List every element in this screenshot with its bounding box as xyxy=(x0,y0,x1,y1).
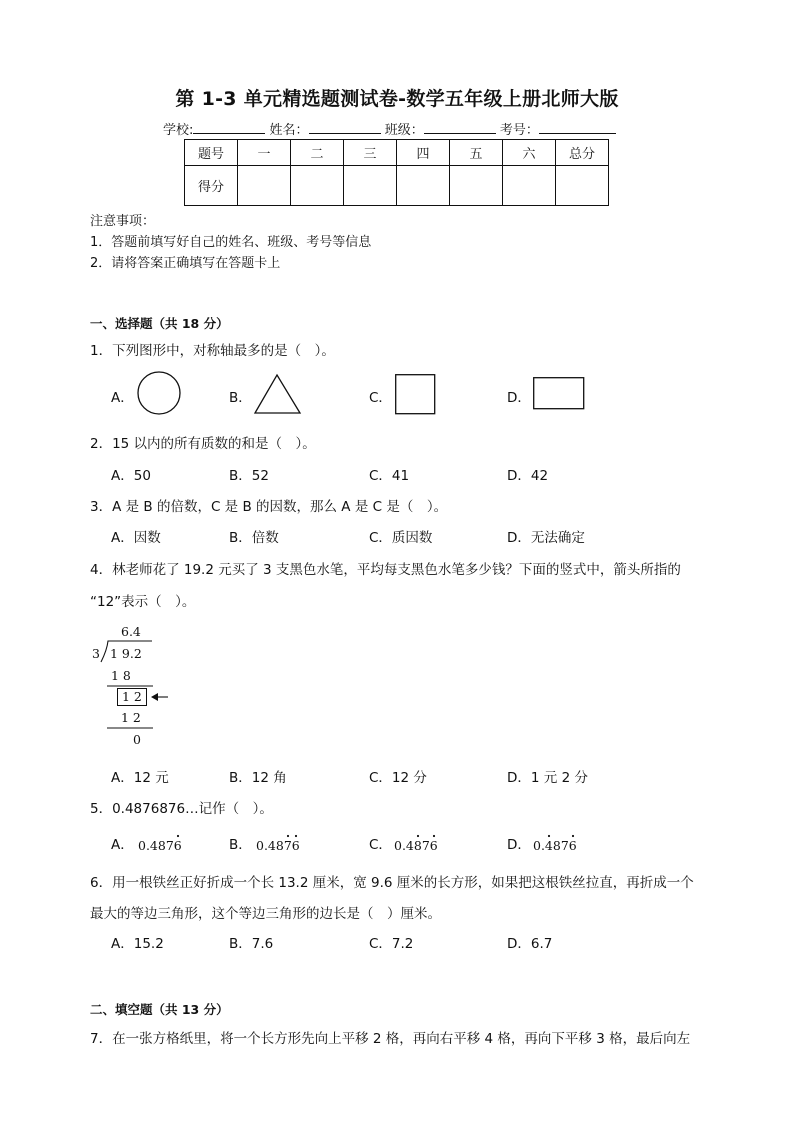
question-5: 5．0.4876876…记作（ ）。 xyxy=(90,801,273,817)
circle-icon xyxy=(137,372,183,416)
division-line xyxy=(107,727,155,731)
school-field[interactable] xyxy=(193,121,265,134)
score-header-cell: 二 xyxy=(291,140,344,166)
score-header-cell: 一 xyxy=(238,140,291,166)
name-label: 姓名： xyxy=(269,123,309,138)
page-title: 第 1-3 单元精选题测试卷-数学五年级上册北师大版 xyxy=(175,88,619,110)
exam-no-field[interactable] xyxy=(539,121,616,134)
option-b[interactable]: B． xyxy=(229,390,252,406)
division-step: 1 8 xyxy=(111,668,131,683)
score-header-cell: 总分 xyxy=(556,140,609,166)
option-d[interactable]: D．1 元 2 分 xyxy=(507,770,588,786)
option-a[interactable]: A．15.2 xyxy=(111,936,164,952)
section-heading: 一、选择题（共 18 分） xyxy=(90,316,229,331)
score-table xyxy=(184,139,609,206)
option-c[interactable]: C． xyxy=(369,390,392,406)
repeat-dots xyxy=(256,833,302,839)
name-field[interactable] xyxy=(309,121,381,134)
school-label: 学校: xyxy=(163,123,194,138)
repeating-decimal-c: 0.4876 xyxy=(394,838,438,853)
option-d[interactable]: D． xyxy=(507,390,531,406)
option-d[interactable]: D． xyxy=(507,837,531,853)
repeating-decimal-b: 0.4876 xyxy=(256,838,300,853)
option-a[interactable]: A． xyxy=(111,837,134,853)
option-b[interactable]: B．7.6 xyxy=(229,936,274,952)
question-6-line1: 6．用一根铁丝正好折成一个长 13.2 厘米，宽 9.6 厘米的长方形，如果把这根铁丝拉直，再折成一个 xyxy=(90,875,694,891)
question-4-line1: 4．林老师花了 19.2 元买了 3 支黑色水笔，平均每支黑色水笔多少钱？下面的竖式中，箭头所指的 xyxy=(90,562,681,578)
division-quotient: 6.4 xyxy=(121,624,141,639)
option-c[interactable]: C．7.2 xyxy=(369,936,414,952)
section-heading: 二、填空题（共 13 分） xyxy=(90,1002,229,1017)
option-d[interactable]: D．无法确定 xyxy=(507,530,585,546)
score-cell[interactable] xyxy=(503,166,556,206)
division-step: 1 2 xyxy=(121,710,141,725)
option-a[interactable]: A．12 元 xyxy=(111,770,169,786)
note-item: 2．请将答案正确填写在答题卡上 xyxy=(90,256,281,271)
question-7: 7．在一张方格纸里，将一个长方形先向上平移 2 格，再向右平移 4 格，再向下平移 3 格，最后向左 xyxy=(90,1031,691,1047)
score-cell[interactable] xyxy=(344,166,397,206)
option-b[interactable]: B．倍数 xyxy=(229,530,279,546)
square-icon xyxy=(395,374,437,416)
score-header-cell: 四 xyxy=(397,140,450,166)
division-highlight-box: 1 2 xyxy=(117,688,147,706)
question-3: 3．A 是 B 的倍数，C 是 B 的因数，那么 A 是 C 是（ ）。 xyxy=(90,499,448,515)
class-field[interactable] xyxy=(424,121,496,134)
triangle-icon xyxy=(254,374,302,416)
repeat-dots xyxy=(138,833,184,839)
division-divisor: 3 xyxy=(92,646,100,661)
student-info-line xyxy=(163,119,616,138)
option-a[interactable]: A． xyxy=(111,390,134,406)
option-b[interactable]: B．12 角 xyxy=(229,770,287,786)
score-row-label: 得分 xyxy=(185,166,238,206)
score-header-cell: 五 xyxy=(450,140,503,166)
division-remainder: 0 xyxy=(133,732,141,747)
option-c[interactable]: C．质因数 xyxy=(369,530,433,546)
score-cell[interactable] xyxy=(450,166,503,206)
question-2: 2．15 以内的所有质数的和是（ ）。 xyxy=(90,436,316,452)
score-cell[interactable] xyxy=(556,166,609,206)
option-c[interactable]: C． xyxy=(369,837,392,853)
option-a[interactable]: A．50 xyxy=(111,468,151,484)
option-b[interactable]: B． xyxy=(229,837,252,853)
question-4-line2: “12”表示（ ）。 xyxy=(90,594,196,610)
score-value-row xyxy=(185,166,609,206)
option-d[interactable]: D．42 xyxy=(507,468,549,484)
repeating-decimal-d: 0.4876 xyxy=(533,838,577,853)
question-1: 1．下列图形中，对称轴最多的是（ ）。 xyxy=(90,343,335,359)
note-item: 1．答题前填写好自己的姓名、班级、考号等信息 xyxy=(90,235,372,250)
option-b[interactable]: B．52 xyxy=(229,468,269,484)
option-c[interactable]: C．41 xyxy=(369,468,410,484)
option-c[interactable]: C．12 分 xyxy=(369,770,427,786)
arrow-left-icon xyxy=(150,690,170,704)
score-cell[interactable] xyxy=(397,166,450,206)
score-cell[interactable] xyxy=(291,166,344,206)
repeat-dots xyxy=(533,833,579,839)
score-header-cell: 三 xyxy=(344,140,397,166)
score-cell[interactable] xyxy=(238,166,291,206)
repeat-dots xyxy=(394,833,440,839)
division-dividend: 1 9.2 xyxy=(110,646,142,661)
question-6-line2: 最大的等边三角形，这个等边三角形的边长是（ ）厘米。 xyxy=(90,906,441,922)
score-header-cell: 题号 xyxy=(185,140,238,166)
rectangle-icon xyxy=(533,377,585,410)
option-d[interactable]: D．6.7 xyxy=(507,936,553,952)
exam-no-label: 考号： xyxy=(499,123,539,138)
option-a[interactable]: A．因数 xyxy=(111,530,161,546)
class-label: 班级： xyxy=(384,123,424,138)
notes-heading: 注意事项： xyxy=(90,214,156,229)
score-header-cell: 六 xyxy=(503,140,556,166)
score-header-row xyxy=(185,140,609,166)
repeating-decimal-a: 0.4876 xyxy=(138,838,182,853)
